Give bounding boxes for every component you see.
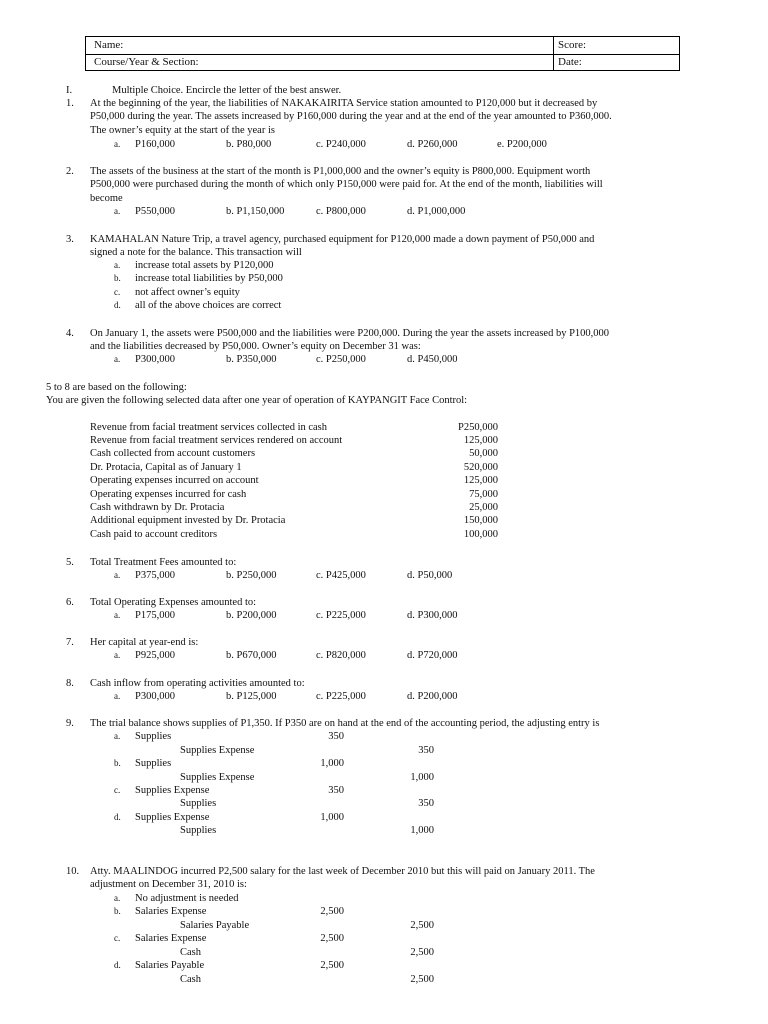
choice: P160,000: [135, 139, 175, 150]
question-number: 5.: [66, 557, 74, 568]
credit-amount: 1,000: [410, 772, 434, 783]
name-row: [86, 37, 679, 55]
data-value: 50,000: [469, 448, 498, 459]
question-number: 1.: [66, 98, 74, 109]
question-number: 9.: [66, 718, 74, 729]
question-text: The assets of the business at the start of the month is P1,000,000 and the owner’s equity is P800,000. Equipment worth: [90, 166, 591, 177]
date-label: Date:: [558, 56, 582, 68]
data-value: 25,000: [469, 502, 498, 513]
data-value: 100,000: [463, 529, 498, 540]
debit-amount: 2,500: [320, 906, 344, 917]
choice-letter: c.: [114, 287, 121, 297]
debit-amount: 2,500: [320, 960, 344, 971]
question-text: P50,000 during the year. The assets increased by P160,000 during the year and at the end of the year amounted to P360,000.: [90, 111, 612, 122]
question-text: signed a note for the balance. This transaction will: [90, 247, 302, 258]
question-number: 4.: [66, 328, 74, 339]
data-value: 520,000: [463, 462, 498, 473]
question-text: The trial balance shows supplies of P1,350. If P350 are on hand at the end of the accounting period, the adjusting entry is: [90, 718, 600, 729]
data-value: 150,000: [463, 515, 498, 526]
data-value: 125,000: [463, 475, 498, 486]
data-intro: You are given the following selected data after one year of operation of KAYPANGIT Face Control:: [46, 395, 468, 406]
choice-letter: a.: [114, 731, 121, 741]
credit-account: Cash: [180, 974, 201, 985]
choice-letter: a.: [114, 139, 121, 149]
choice: c. P240,000: [316, 139, 366, 150]
course-row: [86, 54, 679, 71]
choice: increase total assets by P120,000: [135, 260, 274, 271]
question-text: and the liabilities decreased by P50,000. Owner’s equity on December 31 was:: [90, 341, 421, 352]
choice: b. P200,000: [226, 610, 277, 621]
choice: b. P1,150,000: [226, 206, 285, 217]
choice-letter: d.: [114, 300, 121, 310]
question-text: At the beginning of the year, the liabilities of NAKAKAIRITA Service station amounted to P120,000 but it decreased by: [90, 98, 598, 109]
course-label: Course/Year & Section:: [94, 56, 199, 68]
choice: b. P250,000: [226, 570, 277, 581]
question-text: P500,000 were purchased during the month of which only P150,000 were paid for. At the end of the month, liabilities will: [90, 179, 603, 190]
credit-amount: 2,500: [410, 974, 434, 985]
choice-letter: b.: [114, 758, 121, 768]
question-number: 3.: [66, 234, 74, 245]
section-roman: I.: [66, 85, 73, 96]
data-intro: 5 to 8 are based on the following:: [46, 382, 187, 393]
data-label: Cash withdrawn by Dr. Protacia: [90, 502, 225, 513]
credit-account: Cash: [180, 947, 201, 958]
debit-amount: 2,500: [320, 933, 344, 944]
debit-account: Supplies: [135, 758, 172, 769]
debit-account: Salaries Payable: [135, 960, 205, 971]
debit-amount: 1,000: [320, 758, 344, 769]
choice-letter: c.: [114, 933, 121, 943]
question-text: KAMAHALAN Nature Trip, a travel agency, purchased equipment for P120,000 made a down payment of P50,000 and: [90, 234, 595, 245]
credit-account: Supplies Expense: [180, 772, 255, 783]
credit-account: Supplies Expense: [180, 745, 255, 756]
choice-letter: a.: [114, 691, 121, 701]
score-label: Score:: [558, 39, 587, 51]
credit-amount: 350: [418, 798, 434, 809]
question-text: Her capital at year-end is:: [90, 637, 199, 648]
choice: not affect owner’s equity: [135, 287, 240, 298]
choice: e. P200,000: [497, 139, 547, 150]
choice: c. P820,000: [316, 650, 366, 661]
question-text: Total Treatment Fees amounted to:: [90, 557, 237, 568]
choice-letter: a.: [114, 610, 121, 620]
student-info-box: [85, 36, 680, 71]
debit-amount: 350: [328, 785, 344, 796]
data-label: Operating expenses incurred on account: [90, 475, 259, 486]
choice-letter: c.: [114, 785, 121, 795]
header-divider: [553, 37, 554, 70]
question-text: become: [90, 193, 123, 204]
choice: P300,000: [135, 354, 175, 365]
question-number: 10.: [66, 866, 80, 877]
choice: P175,000: [135, 610, 175, 621]
question-text: Cash inflow from operating activities amounted to:: [90, 678, 305, 689]
name-label: Name:: [94, 39, 124, 51]
choice: P375,000: [135, 570, 175, 581]
data-label: Operating expenses incurred for cash: [90, 489, 247, 500]
question-number: 2.: [66, 166, 74, 177]
choice: d. P300,000: [407, 610, 458, 621]
choice: c. P800,000: [316, 206, 366, 217]
choice-letter: a.: [114, 354, 121, 364]
data-value: 75,000: [469, 489, 498, 500]
credit-amount: 1,000: [410, 825, 434, 836]
data-label: Cash collected from account customers: [90, 448, 256, 459]
question-number: 8.: [66, 678, 74, 689]
choice: d. P50,000: [407, 570, 453, 581]
choice-letter: a.: [114, 206, 121, 216]
choice: P925,000: [135, 650, 175, 661]
debit-account: Salaries Expense: [135, 933, 207, 944]
data-label: Dr. Protacia, Capital as of January 1: [90, 462, 242, 473]
choice: d. P450,000: [407, 354, 458, 365]
credit-account: Supplies: [180, 798, 217, 809]
choice: c. P425,000: [316, 570, 366, 581]
choice-letter: a.: [114, 650, 121, 660]
choice: d. P200,000: [407, 691, 458, 702]
data-label: Revenue from facial treatment services collected in cash: [90, 422, 328, 433]
choice: b. P350,000: [226, 354, 277, 365]
choice: c. P250,000: [316, 354, 366, 365]
debit-account: Supplies: [135, 731, 172, 742]
data-value: P250,000: [458, 422, 498, 433]
choice: c. P225,000: [316, 691, 366, 702]
choice: d. P260,000: [407, 139, 458, 150]
choice: P300,000: [135, 691, 175, 702]
choice: increase total liabilities by P50,000: [135, 273, 283, 284]
credit-account: Supplies: [180, 825, 217, 836]
question-text: Total Operating Expenses amounted to:: [90, 597, 257, 608]
choice: No adjustment is needed: [135, 893, 239, 904]
debit-amount: 1,000: [320, 812, 344, 823]
question-text: On January 1, the assets were P500,000 and the liabilities were P200,000. During the year the assets increased by P100,000: [90, 328, 610, 339]
credit-amount: 2,500: [410, 947, 434, 958]
credit-account: Salaries Payable: [180, 920, 250, 931]
choice-letter: d.: [114, 960, 121, 970]
choice: d. P1,000,000: [407, 206, 466, 217]
question-number: 7.: [66, 637, 74, 648]
debit-amount: 350: [328, 731, 344, 742]
choice-letter: a.: [114, 893, 121, 903]
debit-account: Supplies Expense: [135, 812, 210, 823]
debit-account: Supplies Expense: [135, 785, 210, 796]
choice: P550,000: [135, 206, 175, 217]
data-value: 125,000: [463, 435, 498, 446]
choice-letter: d.: [114, 812, 121, 822]
question-text: The owner’s equity at the start of the year is: [90, 125, 275, 136]
debit-account: Salaries Expense: [135, 906, 207, 917]
question-text: Atty. MAALINDOG incurred P2,500 salary for the last week of December 2010 but this will paid on January 2011. The: [90, 866, 595, 877]
question-text: adjustment on December 31, 2010 is:: [90, 879, 247, 890]
data-label: Cash paid to account creditors: [90, 529, 218, 540]
choice: b. P80,000: [226, 139, 272, 150]
choice: c. P225,000: [316, 610, 366, 621]
question-number: 6.: [66, 597, 74, 608]
choice: all of the above choices are correct: [135, 300, 282, 311]
data-label: Revenue from facial treatment services rendered on account: [90, 435, 343, 446]
choice: d. P720,000: [407, 650, 458, 661]
choice-letter: a.: [114, 570, 121, 580]
choice: b. P125,000: [226, 691, 277, 702]
section-instruction: Multiple Choice. Encircle the letter of the best answer.: [112, 85, 342, 96]
choice: b. P670,000: [226, 650, 277, 661]
credit-amount: 350: [418, 745, 434, 756]
choice-letter: b.: [114, 906, 121, 916]
credit-amount: 2,500: [410, 920, 434, 931]
choice-letter: b.: [114, 273, 121, 283]
data-label: Additional equipment invested by Dr. Protacia: [90, 515, 286, 526]
choice-letter: a.: [114, 260, 121, 270]
